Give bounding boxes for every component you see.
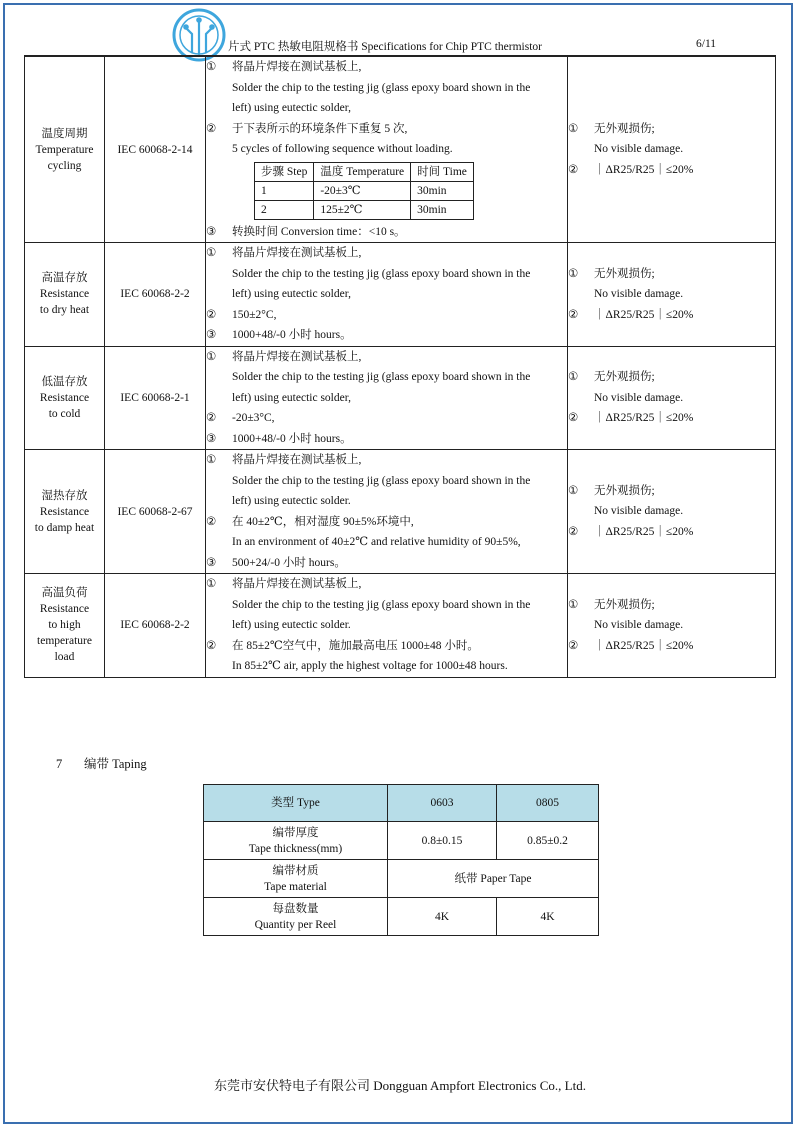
condition-line <box>568 367 775 388</box>
footer-company: 东莞市安伏特电子有限公司 Dongguan Ampfort Electronics Co., Ltd. <box>214 1078 586 1093</box>
condition-line <box>206 429 567 450</box>
cycle-row <box>255 181 474 200</box>
step-marker: ③ <box>206 432 217 445</box>
condition-line <box>568 264 775 285</box>
test-standard: IEC 60068-2-2 <box>105 243 206 347</box>
step-marker: ② <box>206 515 217 528</box>
condition-text: ｜ΔR25/R25｜≤20% <box>594 163 694 176</box>
test-item-line: Temperature <box>35 143 94 156</box>
section-heading <box>56 754 147 772</box>
test-item-line: 湿热存放 <box>41 489 88 502</box>
table-row <box>25 57 776 243</box>
test-standard: IEC 60068-2-1 <box>105 346 206 450</box>
test-item-line: Resistance <box>39 505 90 518</box>
table-header-row <box>204 785 599 822</box>
step-marker: ② <box>206 122 217 135</box>
test-item-line: load <box>54 651 75 664</box>
test-item-line: cycling <box>47 159 82 172</box>
table-row <box>25 450 776 574</box>
test-item-line: Resistance <box>39 391 90 404</box>
condition-line: Solder the chip to the testing jig (glass epoxy board shown in the <box>232 474 531 487</box>
test-item-cell <box>25 346 105 450</box>
condition-line <box>568 408 775 429</box>
condition-line: Solder the chip to the testing jig (glass epoxy board shown in the <box>232 267 531 280</box>
cycle-cell: 30min <box>411 181 474 200</box>
step-marker: ② <box>568 639 579 652</box>
table-row <box>25 243 776 347</box>
condition-line <box>206 450 567 471</box>
test-requirements-cell <box>568 57 776 243</box>
condition-text: 无外观损伤; <box>594 484 655 497</box>
step-marker: ② <box>206 412 217 424</box>
cycle-row <box>255 200 474 219</box>
condition-text: 将晶片焊接在测试基板上, <box>232 61 362 73</box>
test-item-line: Resistance <box>39 288 90 301</box>
condition-line <box>568 481 775 502</box>
condition-line <box>568 595 775 616</box>
condition-line <box>206 57 567 78</box>
cycle-cell: -20±3℃ <box>314 181 411 200</box>
condition-line: In an environment of 40±2℃ and relative humidity of 90±5%, <box>232 536 521 548</box>
step-marker: ③ <box>206 329 217 341</box>
step-marker: ② <box>568 163 579 176</box>
cycle-header-cell: 时间 Time <box>411 162 474 181</box>
cell-value: 0.8±0.15 <box>388 822 497 860</box>
condition-text: ｜ΔR25/R25｜≤20% <box>594 525 694 538</box>
row-label: 每盘数量 Quantity per Reel <box>204 898 388 936</box>
condition-text: 将晶片焊接在测试基板上, <box>232 578 362 590</box>
condition-line <box>206 119 567 140</box>
test-item-cell <box>25 574 105 678</box>
condition-line <box>568 119 775 140</box>
test-item-line: 低温存放 <box>41 375 88 388</box>
condition-text: 500+24/-0 小时 hours。 <box>232 556 346 569</box>
condition-text: 于下表所示的环境条件下重复 5 次, <box>232 122 408 135</box>
test-conditions-cell <box>206 57 568 243</box>
cycle-sequence-table <box>254 162 474 220</box>
test-item-line: temperature <box>37 635 92 648</box>
condition-text: -20±3°C, <box>232 412 275 424</box>
condition-text: 无外观损伤; <box>594 371 655 383</box>
test-item-line: to high <box>48 619 81 632</box>
test-item-line: 高温负荷 <box>41 587 88 600</box>
condition-line <box>206 347 567 368</box>
condition-line: In 85±2℃ air, apply the highest voltage for 1000±48 hours. <box>232 660 508 672</box>
cycle-header-cell: 温度 Temperature <box>314 162 411 181</box>
cell-value: 4K <box>497 898 599 936</box>
step-marker: ① <box>568 598 579 611</box>
condition-line: Solder the chip to the testing jig (glass epoxy board shown in the <box>232 81 531 94</box>
condition-text: 无外观损伤; <box>594 598 655 611</box>
section-number: 7 <box>56 757 63 771</box>
condition-line <box>206 243 567 264</box>
condition-text: 将晶片焊接在测试基板上, <box>232 350 362 363</box>
test-item-line: Resistance <box>39 603 90 616</box>
test-requirements-cell <box>568 574 776 678</box>
condition-line <box>568 305 775 326</box>
test-standard: IEC 60068-2-14 <box>105 57 206 243</box>
reliability-test-table <box>24 56 776 678</box>
condition-line <box>206 222 567 243</box>
cycle-cell: 125±2℃ <box>314 200 411 219</box>
condition-line <box>206 553 567 574</box>
table-row <box>25 574 776 678</box>
condition-text: 在 40±2℃，相对湿度 90±5%环境中, <box>232 515 414 528</box>
test-standard: IEC 60068-2-2 <box>105 574 206 678</box>
cycle-header-cell: 步骤 Step <box>255 162 314 181</box>
step-marker: ① <box>568 371 579 383</box>
header-0603: 0603 <box>388 785 497 822</box>
condition-line: No visible damage. <box>594 288 684 300</box>
condition-line <box>568 636 775 657</box>
condition-line <box>206 305 567 326</box>
cell-value: 0.85±0.2 <box>497 822 599 860</box>
condition-line: left) using eutectic solder, <box>232 288 351 300</box>
test-conditions-cell <box>206 346 568 450</box>
cycle-cell: 1 <box>255 181 314 200</box>
step-marker: ① <box>206 350 217 363</box>
condition-line <box>206 325 567 346</box>
step-marker: ① <box>206 61 217 73</box>
section-title: 编带 Taping <box>84 757 147 771</box>
test-conditions-cell <box>206 574 568 678</box>
test-item-line: to dry heat <box>39 304 90 317</box>
step-marker: ② <box>206 308 217 321</box>
step-marker: ② <box>568 412 579 424</box>
step-marker: ② <box>568 308 579 321</box>
company-logo-icon <box>172 8 226 62</box>
condition-text: 无外观损伤; <box>594 122 655 135</box>
condition-line: No visible damage. <box>594 143 684 156</box>
table-row <box>25 346 776 450</box>
condition-line <box>206 512 567 533</box>
test-item-cell <box>25 450 105 574</box>
condition-text: 将晶片焊接在测试基板上, <box>232 454 362 466</box>
condition-text: 转换时间 Conversion time：<10 s。 <box>232 225 406 238</box>
test-item-cell <box>25 243 105 347</box>
condition-line: left) using eutectic solder, <box>232 391 351 404</box>
row-label: 编带厚度 Tape thickness(mm) <box>204 822 388 860</box>
step-marker: ② <box>568 525 579 538</box>
condition-line <box>206 408 567 429</box>
condition-line <box>206 574 567 595</box>
step-marker: ② <box>206 639 217 652</box>
test-conditions-cell <box>206 450 568 574</box>
condition-text: 150±2°C, <box>232 308 277 321</box>
condition-line: 5 cycles of following sequence without loading. <box>232 143 453 155</box>
test-requirements-cell <box>568 450 776 574</box>
condition-text: 在 85±2℃空气中，施加最高电压 1000±48 小时。 <box>232 639 479 652</box>
condition-line: No visible damage. <box>594 505 684 518</box>
test-item-cell <box>25 57 105 243</box>
header-type-label: 类型 Type <box>204 785 388 822</box>
condition-line: left) using eutectic solder. <box>232 495 351 507</box>
condition-text: ｜ΔR25/R25｜≤20% <box>594 639 694 652</box>
condition-line <box>568 160 775 181</box>
step-marker: ① <box>206 247 217 259</box>
condition-text: 无外观损伤; <box>594 267 655 280</box>
cycle-cell: 30min <box>411 200 474 219</box>
condition-text: 将晶片焊接在测试基板上, <box>232 247 362 259</box>
header-0805: 0805 <box>497 785 599 822</box>
condition-text: ｜ΔR25/R25｜≤20% <box>594 412 694 424</box>
step-marker: ① <box>568 267 579 280</box>
step-marker: ③ <box>206 225 217 238</box>
test-requirements-cell <box>568 243 776 347</box>
table-row <box>204 860 599 898</box>
row-label: 编带材质 Tape material <box>204 860 388 898</box>
condition-line: No visible damage. <box>594 391 684 404</box>
condition-line: left) using eutectic solder, <box>232 102 351 114</box>
step-marker: ① <box>568 122 579 135</box>
step-marker: ③ <box>206 556 217 569</box>
table-row <box>204 822 599 860</box>
condition-line: Solder the chip to the testing jig (glass epoxy board shown in the <box>232 598 531 611</box>
condition-line: left) using eutectic solder. <box>232 619 351 631</box>
test-item-line: to cold <box>48 407 81 420</box>
condition-text: 1000+48/-0 小时 hours。 <box>232 329 352 341</box>
cycle-header-row <box>255 162 474 181</box>
condition-text: ｜ΔR25/R25｜≤20% <box>594 308 694 321</box>
test-standard: IEC 60068-2-67 <box>105 450 206 574</box>
test-item-line: 温度周期 <box>41 127 88 140</box>
cell-value: 4K <box>388 898 497 936</box>
step-marker: ① <box>206 578 217 590</box>
step-marker: ① <box>206 454 217 466</box>
test-item-line: to damp heat <box>34 521 95 534</box>
condition-line <box>568 522 775 543</box>
condition-line: No visible damage. <box>594 619 684 631</box>
condition-text: 1000+48/-0 小时 hours。 <box>232 432 352 445</box>
cycle-cell: 2 <box>255 200 314 219</box>
step-marker: ① <box>568 484 579 497</box>
condition-line: Solder the chip to the testing jig (glass epoxy board shown in the <box>232 371 531 383</box>
test-conditions-cell <box>206 243 568 347</box>
page-number: 6/11 <box>696 38 717 50</box>
table-row <box>204 898 599 936</box>
document-title: 片式 PTC 热敏电阻规格书 Specifications for Chip PTC thermistor <box>228 41 542 53</box>
condition-line <box>206 636 567 657</box>
test-requirements-cell <box>568 346 776 450</box>
cell-value: 纸带 Paper Tape <box>388 860 599 898</box>
taping-table <box>203 784 599 936</box>
test-item-line: 高温存放 <box>41 272 88 285</box>
